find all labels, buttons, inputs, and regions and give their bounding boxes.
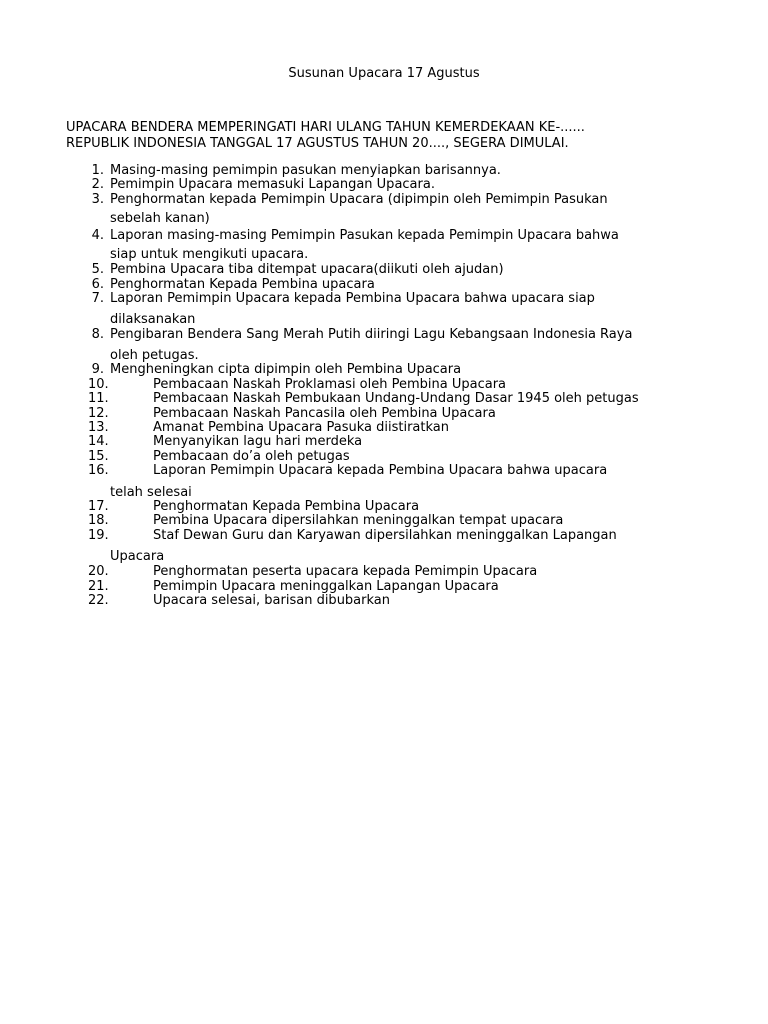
list-item-number: 20. <box>88 564 109 579</box>
list-item-text: Pembacaan Naskah Pembukaan Undang-Undang Dasar 1945 oleh petugas <box>153 391 639 406</box>
list-item-number: 7. <box>91 291 104 306</box>
list-item-text: Pembacaan do’a oleh petugas <box>153 449 350 464</box>
list-item-text: Penghormatan Kepada Pembina upacara <box>110 277 375 292</box>
list-item-number: 17. <box>88 499 109 514</box>
list-item-number: 13. <box>88 420 109 435</box>
list-item-number: 10. <box>88 377 109 392</box>
list-item-number: 11. <box>88 391 109 406</box>
list-item-number: 19. <box>88 528 109 543</box>
list-item-text: Mengheningkan cipta dipimpin oleh Pembina Upacara <box>110 362 462 377</box>
list-item-number: 15. <box>88 449 109 464</box>
list-item-text: Laporan Pemimpin Upacara kepada Pembina Upacara bahwa upacara <box>153 463 608 478</box>
list-item-continuation: siap untuk mengikuti upacara. <box>110 247 309 262</box>
list-item-number: 16. <box>88 463 109 478</box>
list-item-number: 18. <box>88 513 109 528</box>
list-item-continuation: Upacara <box>110 549 165 564</box>
list-item-text: Pengibaran Bendera Sang Merah Putih diiringi Lagu Kebangsaan Indonesia Raya <box>110 327 633 342</box>
list-item-text: Pembacaan Naskah Pancasila oleh Pembina Upacara <box>153 406 496 421</box>
list-item-text: Pemimpin Upacara meninggalkan Lapangan Upacara <box>153 579 499 594</box>
list-item-text: Penghormatan Kepada Pembina Upacara <box>153 499 420 514</box>
list-item-text: Menyanyikan lagu hari merdeka <box>153 434 363 449</box>
list-item-text: Pembacaan Naskah Proklamasi oleh Pembina Upacara <box>153 377 507 392</box>
list-item-continuation: sebelah kanan) <box>110 211 210 226</box>
list-item-number: 9. <box>91 362 104 377</box>
list-item-text: Penghormatan kepada Pemimpin Upacara (dipimpin oleh Pemimpin Pasukan <box>110 192 608 207</box>
list-item-number: 3. <box>91 192 104 207</box>
list-item-text: Pembina Upacara dipersilahkan meninggalkan tempat upacara <box>153 513 564 528</box>
list-item-continuation: dilaksanakan <box>110 312 196 327</box>
document-title: Susunan Upacara 17 Agustus <box>288 66 480 81</box>
list-item-text: Laporan masing-masing Pemimpin Pasukan kepada Pemimpin Upacara bahwa <box>110 228 619 243</box>
list-item-number: 2. <box>91 177 104 192</box>
list-item-continuation: telah selesai <box>110 485 192 500</box>
list-item-number: 6. <box>91 277 104 292</box>
list-item-text: Staf Dewan Guru dan Karyawan dipersilahkan meninggalkan Lapangan <box>153 528 617 543</box>
list-item-number: 14. <box>88 434 109 449</box>
list-item-text: Amanat Pembina Upacara Pasuka diistiratkan <box>153 420 449 435</box>
list-item-text: Masing-masing pemimpin pasukan menyiapkan barisannya. <box>110 163 501 178</box>
list-item-number: 22. <box>88 593 109 608</box>
heading-line-1: UPACARA BENDERA MEMPERINGATI HARI ULANG TAHUN KEMERDEKAAN KE-...... <box>66 120 585 135</box>
heading-line-2: REPUBLIK INDONESIA TANGGAL 17 AGUSTUS TAHUN 20...., SEGERA DIMULAI. <box>66 136 569 151</box>
list-item-number: 4. <box>91 228 104 243</box>
list-item-text: Upacara selesai, barisan dibubarkan <box>153 593 390 608</box>
list-item-text: Pemimpin Upacara memasuki Lapangan Upacara. <box>110 177 435 192</box>
list-item-text: Penghormatan peserta upacara kepada Pemimpin Upacara <box>153 564 538 579</box>
list-item-number: 12. <box>88 406 109 421</box>
list-item-number: 21. <box>88 579 109 594</box>
list-item-text: Laporan Pemimpin Upacara kepada Pembina Upacara bahwa upacara siap <box>110 291 595 306</box>
list-item-number: 8. <box>91 327 104 342</box>
list-item-text: Pembina Upacara tiba ditempat upacara(diikuti oleh ajudan) <box>110 262 504 277</box>
list-item-number: 5. <box>91 262 104 277</box>
list-item-continuation: oleh petugas. <box>110 348 199 363</box>
list-item-number: 1. <box>91 163 104 178</box>
